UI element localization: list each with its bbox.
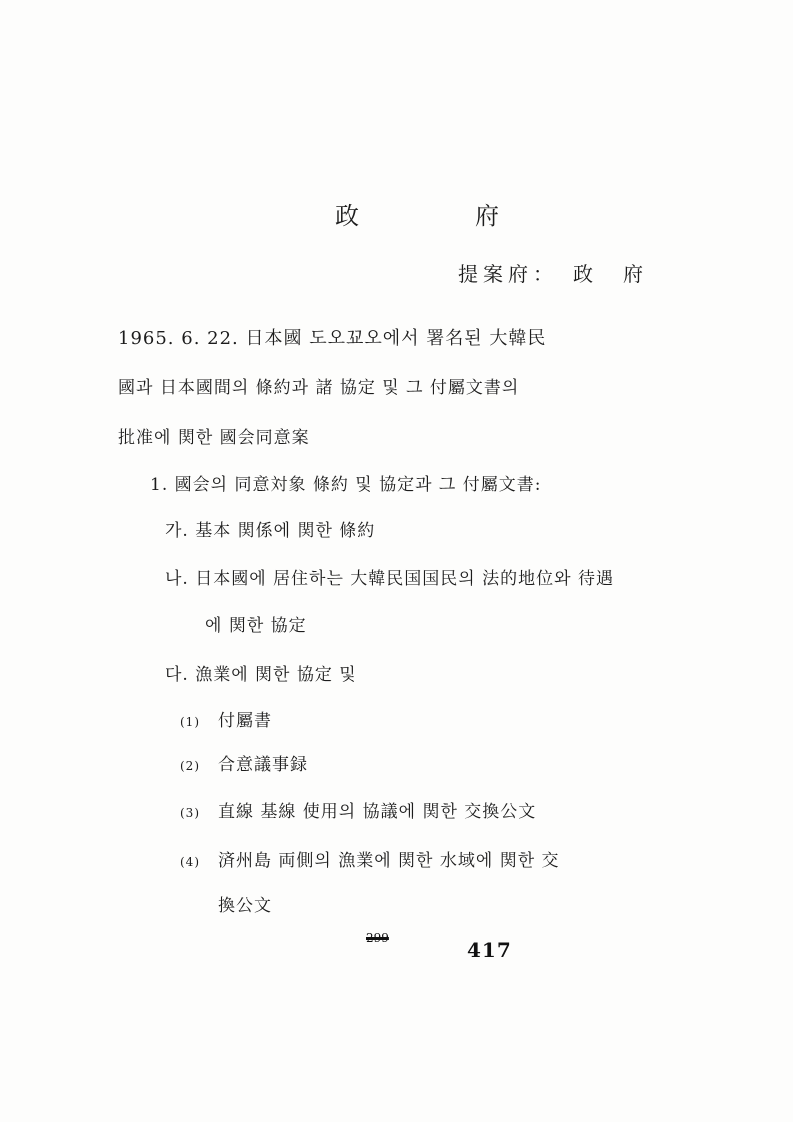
body-line-3: 批准에 関한 國会同意案 — [118, 428, 310, 448]
list-item — [180, 706, 272, 731]
subitem-ga: 가. 基本 関係에 関한 條約 — [165, 521, 376, 541]
list-item-text: 合意議事録 — [218, 755, 308, 775]
subitem-na: 나. 日本國에 居住하는 大韓民国国民의 法的地位와 待遇 — [165, 569, 614, 589]
body-line-2: 國과 日本國間의 條約과 諸 協定 및 그 付屬文書의 — [118, 378, 520, 398]
list-item — [180, 750, 308, 775]
list-item-text: 直線 基線 使用의 協議에 関한 交換公文 — [218, 802, 537, 822]
subitem-na-continued: 에 関한 協定 — [205, 616, 307, 636]
list-item-number: (2) — [180, 758, 200, 773]
list-item-text: 済州島 両側의 漁業에 関한 水域에 関한 交 — [218, 851, 560, 871]
body-line-1: 1965. 6. 22. 日本國 도오꾜오에서 署名된 大韓民 — [118, 328, 547, 349]
item-1-heading: 1. 國会의 同意対象 條約 및 協定과 그 付屬文書: — [150, 475, 542, 495]
list-item — [180, 797, 536, 822]
proposer-line: 提案府： 政 府 — [458, 262, 648, 286]
list-item-continued: 換公文 — [218, 896, 272, 916]
list-item-number: (1) — [180, 714, 200, 729]
list-item-number: (4) — [180, 854, 200, 869]
document-title: 政 府 — [335, 202, 545, 230]
list-item-number: (3) — [180, 805, 200, 820]
struck-through-number: 299 — [366, 931, 389, 945]
list-item-text: 付屬書 — [218, 711, 272, 731]
page-number: 417 — [467, 938, 512, 962]
subitem-da: 다. 漁業에 関한 協定 및 — [165, 665, 357, 685]
list-item — [180, 846, 560, 871]
